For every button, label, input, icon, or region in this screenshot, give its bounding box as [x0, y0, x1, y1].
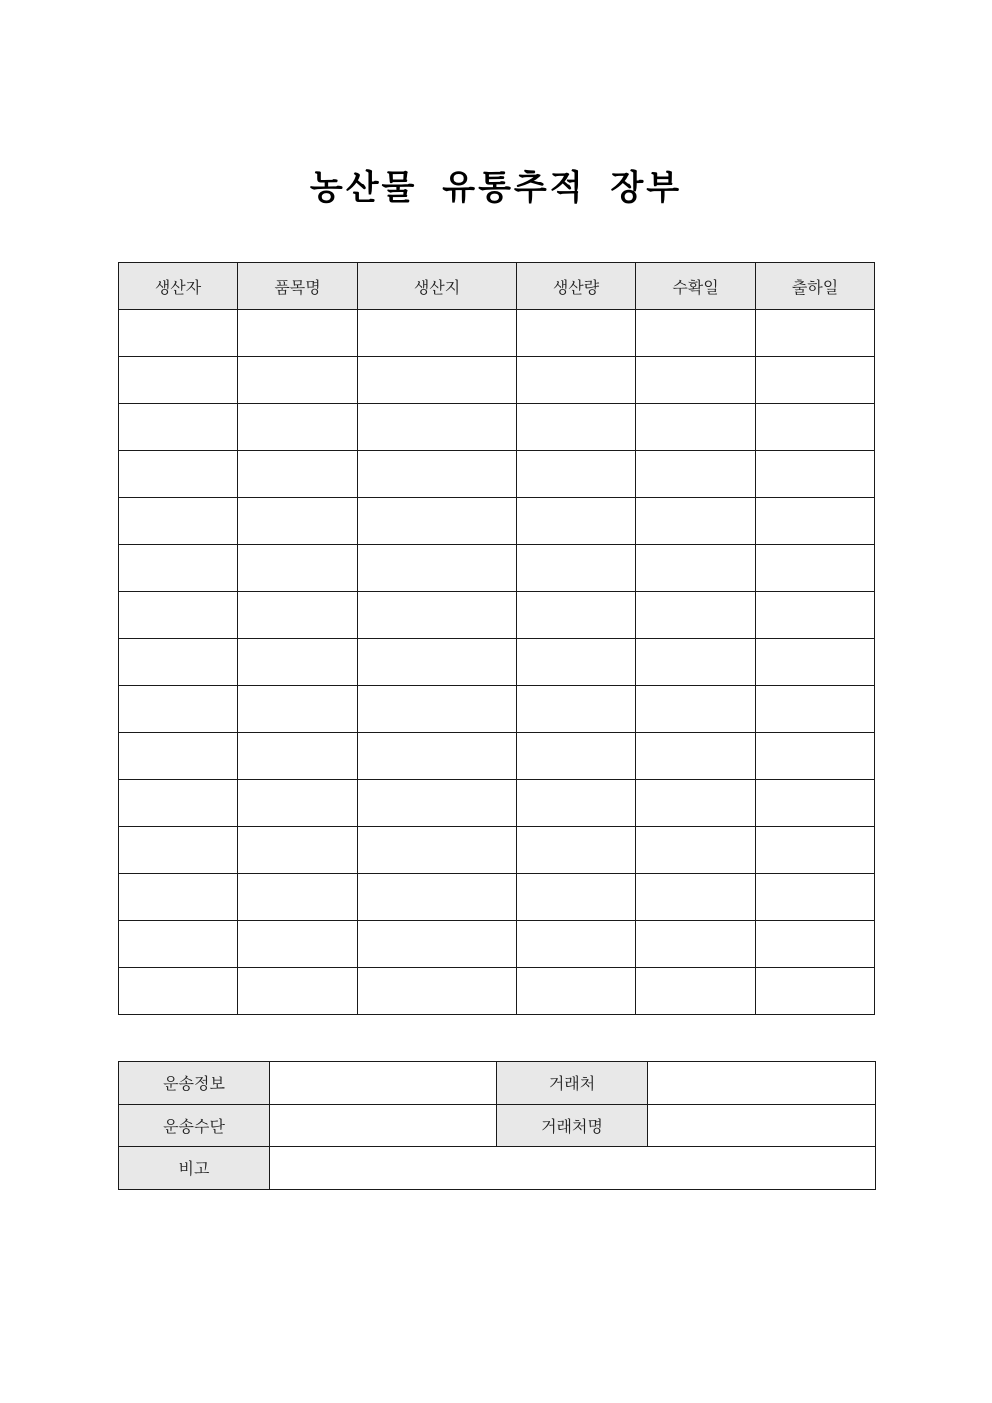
- cell-shipping-date[interactable]: [756, 686, 875, 733]
- cell-item-name[interactable]: [238, 780, 358, 827]
- cell-quantity[interactable]: [517, 310, 636, 357]
- table-row: [119, 733, 875, 780]
- distribution-ledger-table: [118, 262, 875, 1015]
- cell-origin[interactable]: [358, 451, 517, 498]
- cell-shipping-date[interactable]: [756, 780, 875, 827]
- cell-origin[interactable]: [358, 780, 517, 827]
- cell-producer[interactable]: [119, 780, 238, 827]
- cell-quantity[interactable]: [517, 404, 636, 451]
- table-row: [119, 639, 875, 686]
- cell-harvest-date[interactable]: [636, 592, 756, 639]
- cell-harvest-date[interactable]: [636, 921, 756, 968]
- cell-item-name[interactable]: [238, 921, 358, 968]
- cell-quantity[interactable]: [517, 921, 636, 968]
- header-producer: 생산자: [119, 263, 238, 310]
- transport-means-label: 운송수단: [119, 1104, 270, 1147]
- transport-info-field[interactable]: [270, 1062, 497, 1105]
- transport-info-table: [118, 1061, 876, 1190]
- cell-origin[interactable]: [358, 921, 517, 968]
- cell-origin[interactable]: [358, 639, 517, 686]
- cell-producer[interactable]: [119, 827, 238, 874]
- cell-producer[interactable]: [119, 404, 238, 451]
- table-row: [119, 686, 875, 733]
- cell-harvest-date[interactable]: [636, 968, 756, 1015]
- cell-origin[interactable]: [358, 545, 517, 592]
- cell-shipping-date[interactable]: [756, 404, 875, 451]
- transport-means-field[interactable]: [270, 1104, 497, 1147]
- cell-shipping-date[interactable]: [756, 874, 875, 921]
- cell-harvest-date[interactable]: [636, 733, 756, 780]
- cell-quantity[interactable]: [517, 545, 636, 592]
- cell-item-name[interactable]: [238, 404, 358, 451]
- remarks-label: 비고: [119, 1147, 270, 1190]
- cell-producer[interactable]: [119, 733, 238, 780]
- table-row: [119, 921, 875, 968]
- table-row: [119, 968, 875, 1015]
- table-row: [119, 498, 875, 545]
- header-origin: 생산지: [358, 263, 517, 310]
- table-row: [119, 404, 875, 451]
- header-shipping-date: 출하일: [756, 263, 875, 310]
- client-name-field[interactable]: [648, 1104, 876, 1147]
- remarks-row: [119, 1147, 876, 1190]
- cell-origin[interactable]: [358, 357, 517, 404]
- cell-quantity[interactable]: [517, 498, 636, 545]
- cell-origin[interactable]: [358, 968, 517, 1015]
- cell-harvest-date[interactable]: [636, 310, 756, 357]
- cell-item-name[interactable]: [238, 686, 358, 733]
- cell-shipping-date[interactable]: [756, 451, 875, 498]
- cell-origin[interactable]: [358, 827, 517, 874]
- transport-info-row: [119, 1062, 876, 1105]
- cell-harvest-date[interactable]: [636, 357, 756, 404]
- cell-item-name[interactable]: [238, 498, 358, 545]
- cell-item-name[interactable]: [238, 827, 358, 874]
- cell-harvest-date[interactable]: [636, 780, 756, 827]
- table-row: [119, 780, 875, 827]
- table-row: [119, 310, 875, 357]
- cell-quantity[interactable]: [517, 686, 636, 733]
- table-row: [119, 451, 875, 498]
- cell-harvest-date[interactable]: [636, 545, 756, 592]
- cell-quantity[interactable]: [517, 357, 636, 404]
- cell-shipping-date[interactable]: [756, 733, 875, 780]
- page-title: 농산물 유통추적 장부: [309, 168, 683, 208]
- cell-origin[interactable]: [358, 686, 517, 733]
- cell-origin[interactable]: [358, 733, 517, 780]
- cell-producer[interactable]: [119, 357, 238, 404]
- cell-producer[interactable]: [119, 451, 238, 498]
- cell-quantity[interactable]: [517, 733, 636, 780]
- cell-origin[interactable]: [358, 310, 517, 357]
- table-row: [119, 545, 875, 592]
- cell-origin[interactable]: [358, 498, 517, 545]
- cell-item-name[interactable]: [238, 592, 358, 639]
- cell-producer[interactable]: [119, 874, 238, 921]
- cell-item-name[interactable]: [238, 451, 358, 498]
- cell-quantity[interactable]: [517, 592, 636, 639]
- table-row: [119, 827, 875, 874]
- cell-shipping-date[interactable]: [756, 357, 875, 404]
- cell-quantity[interactable]: [517, 451, 636, 498]
- cell-shipping-date[interactable]: [756, 310, 875, 357]
- cell-harvest-date[interactable]: [636, 639, 756, 686]
- cell-quantity[interactable]: [517, 639, 636, 686]
- cell-harvest-date[interactable]: [636, 498, 756, 545]
- cell-producer[interactable]: [119, 545, 238, 592]
- cell-shipping-date[interactable]: [756, 968, 875, 1015]
- table-row: [119, 874, 875, 921]
- table-row: [119, 592, 875, 639]
- cell-quantity[interactable]: [517, 780, 636, 827]
- remarks-field[interactable]: [270, 1147, 876, 1190]
- table-header-row: [119, 263, 875, 310]
- cell-item-name[interactable]: [238, 545, 358, 592]
- client-label: 거래처: [497, 1062, 648, 1105]
- cell-item-name[interactable]: [238, 874, 358, 921]
- transport-info-label: 운송정보: [119, 1062, 270, 1105]
- cell-quantity[interactable]: [517, 827, 636, 874]
- cell-producer[interactable]: [119, 686, 238, 733]
- cell-harvest-date[interactable]: [636, 451, 756, 498]
- client-field[interactable]: [648, 1062, 876, 1105]
- cell-harvest-date[interactable]: [636, 874, 756, 921]
- cell-producer[interactable]: [119, 592, 238, 639]
- cell-harvest-date[interactable]: [636, 404, 756, 451]
- cell-shipping-date[interactable]: [756, 639, 875, 686]
- client-name-label: 거래처명: [497, 1104, 648, 1147]
- cell-harvest-date[interactable]: [636, 827, 756, 874]
- cell-item-name[interactable]: [238, 639, 358, 686]
- cell-item-name[interactable]: [238, 968, 358, 1015]
- cell-shipping-date[interactable]: [756, 498, 875, 545]
- cell-producer[interactable]: [119, 498, 238, 545]
- cell-quantity[interactable]: [517, 968, 636, 1015]
- transport-means-row: [119, 1104, 876, 1147]
- cell-origin[interactable]: [358, 874, 517, 921]
- cell-item-name[interactable]: [238, 310, 358, 357]
- cell-producer[interactable]: [119, 639, 238, 686]
- cell-producer[interactable]: [119, 968, 238, 1015]
- cell-producer[interactable]: [119, 921, 238, 968]
- cell-item-name[interactable]: [238, 357, 358, 404]
- cell-quantity[interactable]: [517, 874, 636, 921]
- cell-harvest-date[interactable]: [636, 686, 756, 733]
- cell-origin[interactable]: [358, 592, 517, 639]
- header-quantity: 생산량: [517, 263, 636, 310]
- cell-shipping-date[interactable]: [756, 921, 875, 968]
- cell-shipping-date[interactable]: [756, 545, 875, 592]
- header-harvest-date: 수확일: [636, 263, 756, 310]
- cell-shipping-date[interactable]: [756, 827, 875, 874]
- cell-producer[interactable]: [119, 310, 238, 357]
- header-item-name: 품목명: [238, 263, 358, 310]
- cell-item-name[interactable]: [238, 733, 358, 780]
- cell-origin[interactable]: [358, 404, 517, 451]
- table-row: [119, 357, 875, 404]
- cell-shipping-date[interactable]: [756, 592, 875, 639]
